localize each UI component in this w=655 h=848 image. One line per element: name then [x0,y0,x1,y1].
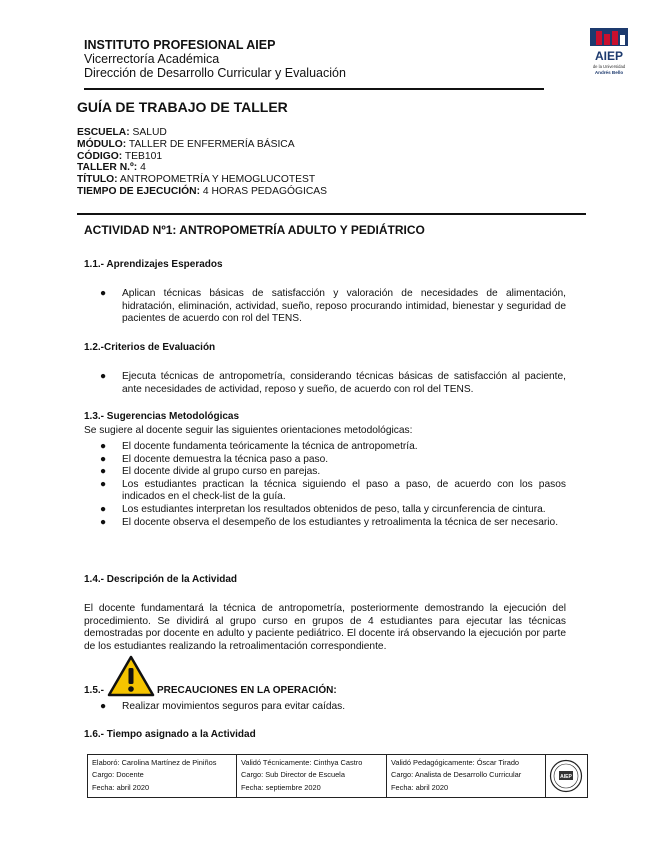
warning-icon [107,655,155,697]
section-aprendizajes-heading: 1.1.- Aprendizajes Esperados [84,259,223,270]
list-item: ● Realizar movimientos seguros para evitar caídas. [100,701,346,712]
precauciones-list [84,701,566,714]
criterios-list [84,371,566,396]
header-divider [84,88,544,90]
bullet-icon: ● [100,371,107,382]
section-divider [77,213,586,215]
guide-metadata [77,127,327,198]
footer-valido-tecnico: Validó Técnicamente: Cinthya Castro Cargo: Sub Director de Escuela Fecha: septiembre 2020 [237,755,387,797]
meta-taller: TALLER N.º: 4 [77,162,146,174]
meta-codigo: CÓDIGO: TEB101 [77,150,163,162]
bullet-icon: ● [100,503,107,515]
seal-icon [549,759,583,793]
footer-elaboro: Elaboró: Carolina Martínez de Piniños Cargo: Docente Fecha: abril 2020 [88,755,237,797]
logo-sub2: Andrés Bello [594,70,624,75]
footer-valido-pedagogico: Validó Pedagógicamente: Óscar Tirado Cargo: Analista de Desarrollo Curricular Fecha: abril 2020 [387,755,546,797]
list-item: ● El docente fundamenta teóricamente la técnica de antropometría. [100,441,418,452]
sugerencias-list [84,441,566,529]
precauciones-number: 1.5.- [84,685,105,696]
bullet-icon: ● [100,516,107,528]
meta-titulo: TÍTULO: ANTROPOMETRÍA Y HEMOGLUCOTEST [77,174,316,186]
bullet-icon: ● [100,453,107,465]
section-sugerencias-heading: 1.3.- Sugerencias Metodológicas [84,411,240,422]
guide-title: GUÍA DE TRABAJO DE TALLER [77,99,288,115]
section-tiempo-heading: 1.6.- Tiempo asignado a la Actividad [84,729,256,740]
section-criterios-heading: 1.2.-Criterios de Evaluación [84,342,216,353]
logo-text: AIEP [594,49,624,63]
precauciones-heading: PRECAUCIONES EN LA OPERACIÓN: [157,685,337,696]
list-item: ● El docente divide al grupo curso en parejas. [100,466,321,478]
list-item: ● Aplican técnicas básicas de satisfacción y valoración de necesidades de alimentación, hidratación, eliminación, actividad, sueño, reposo procurando intimidad, bienestar y seguridad de pacientes de acuerdo con rol del TENS. [100,288,566,325]
meta-escuela: ESCUELA: SALUD [77,127,167,138]
list-item: ● El docente demuestra la técnica paso a paso. [100,453,329,465]
list-item: ● Ejecuta técnicas de antropometría, considerando técnicas básicas de satisfacción al paciente, ante necesidades de actividad, reposo y sueño, de acuerdo con rol del TENS. [100,371,566,395]
list-item: ● El docente observa el desempeño de los estudiantes y retroalimenta la técnica de ser necesario. [100,516,559,528]
bullet-icon: ● [100,466,107,478]
aiep-logo [586,26,632,82]
meta-modulo: MÓDULO: TALLER DE ENFERMERÍA BÁSICA [77,138,295,150]
footer-seal-cell [546,755,585,797]
aprendizajes-list [84,288,566,326]
meta-tiempo: TIEMPO DE EJECUCIÓN: 4 HORAS PEDAGÓGICAS [77,185,328,197]
svg-text:AIEP: AIEP [559,774,572,780]
logo-sub1: de la Universidad [592,64,626,69]
descripcion-text: El docente fundamentará la técnica de antropometría, posteriormente demostrando la ejecución del procedimiento. Se dividirá al grupo curso en grupos de 4 estudiantes para ejecutar las técnicas demostradas por docente en adulto y paciente pediátrico. El docente irá observando la ejecución por parte de los estudiantes realizando la retroalimentación correspondiente. [84,603,566,652]
sugerencias-intro: Se sugiere al docente seguir las siguientes orientaciones metodológicas: [84,425,413,436]
list-item: ● Los estudiantes practican la técnica siguiendo el paso a paso, de acuerdo con los pasos indicados en el check-list de la guía. [100,478,566,503]
bullet-icon: ● [100,288,107,299]
section-descripcion-heading: 1.4.- Descripción de la Actividad [84,574,238,585]
activity-title: ACTIVIDAD Nº1: ANTROPOMETRÍA ADULTO Y PEDIÁTRICO [84,223,425,237]
list-item: ● Los estudiantes interpretan los resultados obtenidos de peso, talla y circunferencia de cintura. [100,503,546,515]
vicerrectoria: Vicerrectoría Académica [84,52,220,66]
bullet-icon: ● [100,701,107,712]
footer-validation-table [87,754,588,798]
bullet-icon: ● [100,478,107,490]
institution-block [84,38,346,80]
institution-name: INSTITUTO PROFESIONAL AIEP [84,38,276,52]
direccion: Dirección de Desarrollo Curricular y Evaluación [84,66,346,80]
bullet-icon: ● [100,441,107,452]
